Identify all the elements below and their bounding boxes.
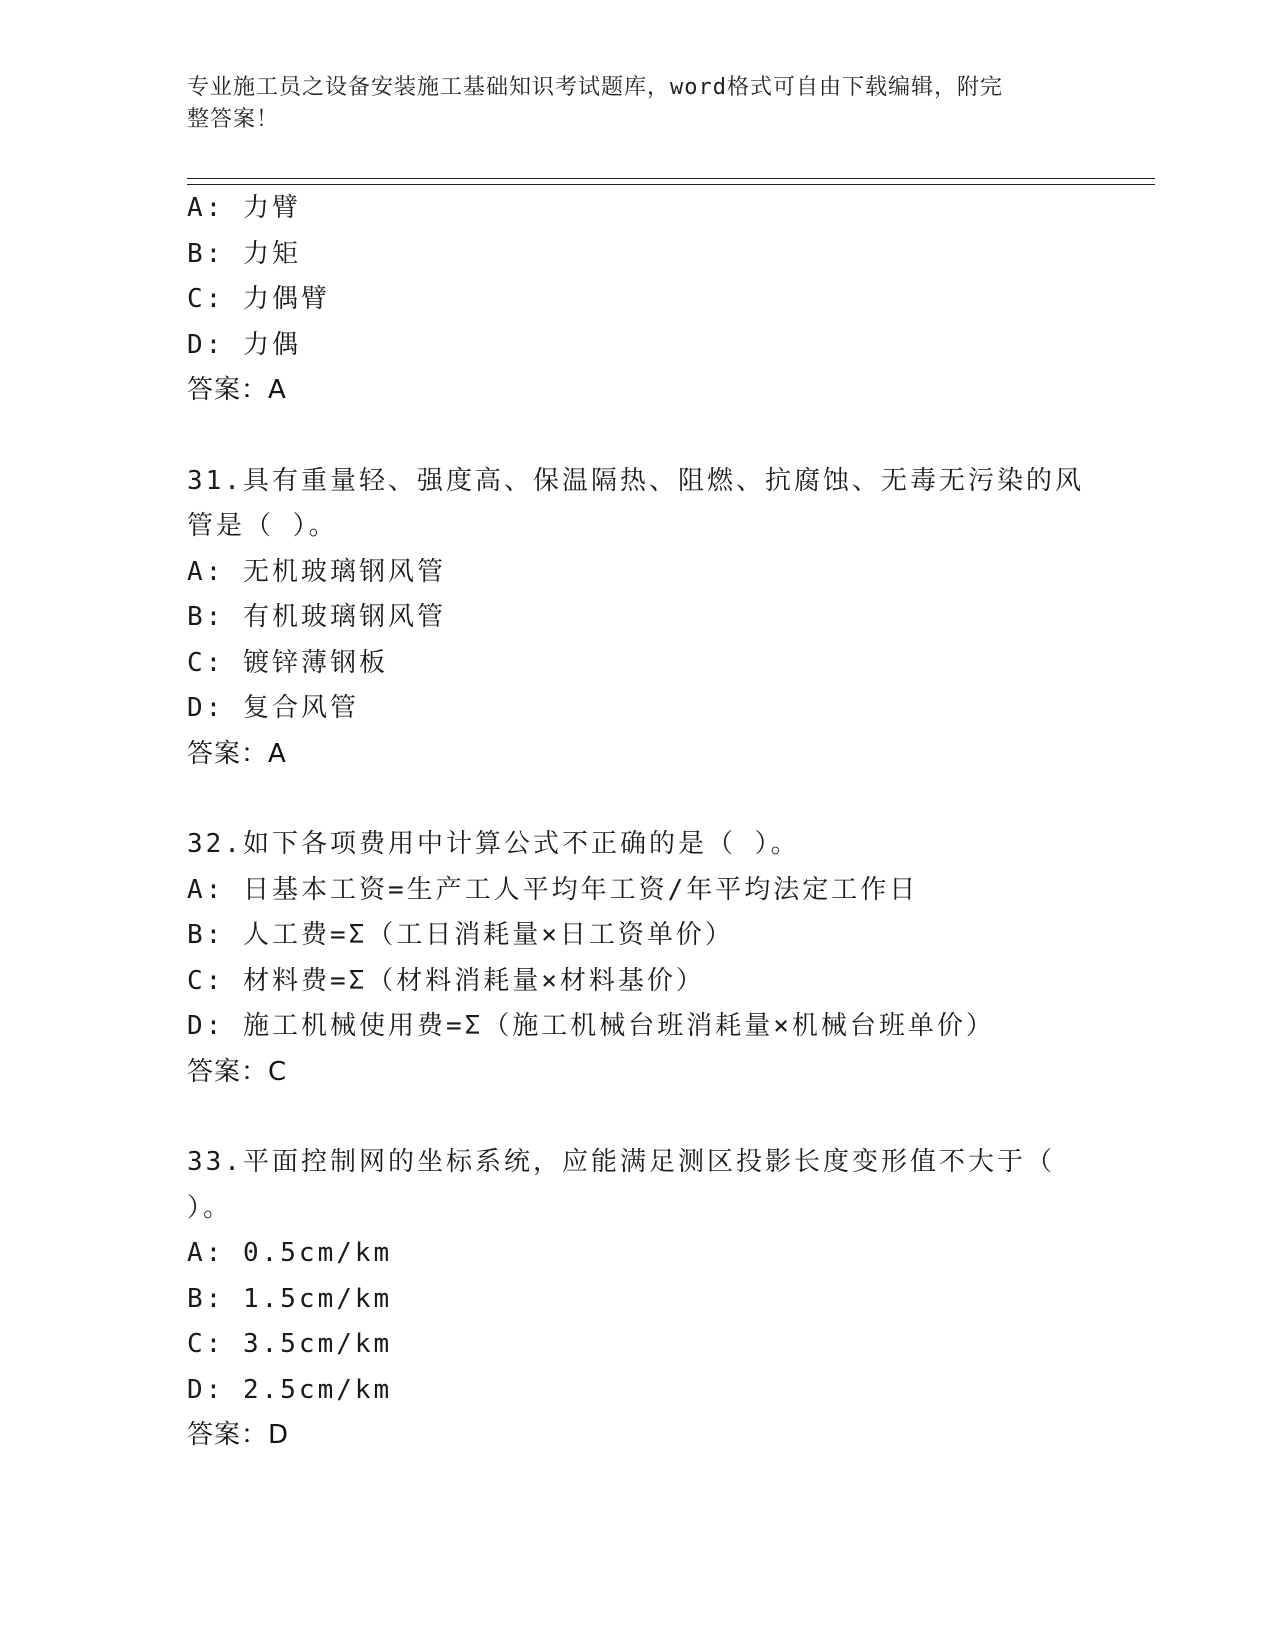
header-line-1: 专业施工员之设备安装施工基础知识考试题库，word格式可自由下载编辑，附完 [187, 75, 1003, 100]
header-rule-bottom [187, 184, 1155, 185]
option-c: C: 材料费=Σ（材料消耗量×材料基价） [187, 965, 705, 996]
question-stem: 33.平面控制网的坐标系统，应能满足测区投影长度变形值不大于（ [187, 1147, 1055, 1177]
option-d: D: 力偶 [187, 329, 301, 360]
answer: 答案：A [187, 738, 287, 769]
option-c: C: 3.5cm/km [187, 1329, 393, 1359]
option-a: A: 日基本工资=生产工人平均年工资/年平均法定工作日 [187, 874, 919, 905]
question-31 [187, 459, 1087, 778]
option-a: A: 力臂 [187, 193, 301, 223]
answer: 答案：C [187, 1056, 288, 1087]
option-a: A: 0.5cm/km [187, 1238, 393, 1268]
question-stem: 32.如下各项费用中计算公式不正确的是（ ）。 [187, 829, 800, 859]
question-32 [187, 822, 1087, 1095]
document-header [187, 72, 1067, 136]
spacer [187, 414, 1087, 459]
document-body [187, 186, 1087, 1459]
option-b: B: 人工费=Σ（工日消耗量×日工资单价） [187, 920, 734, 950]
question-stem-continued: 管是（ ）。 [187, 511, 338, 541]
header-line-2: 整答案！ [187, 107, 280, 132]
question-stem: 31.具有重量轻、强度高、保温隔热、阻燃、抗腐蚀、无毒无污染的风 [187, 465, 1084, 496]
question-stem-continued: ）。 [187, 1192, 233, 1223]
spacer [187, 777, 1087, 822]
option-d: D: 施工机械使用费=Σ（施工机械台班消耗量×机械台班单价） [187, 1011, 995, 1041]
spacer [187, 1095, 1087, 1140]
option-a: A: 无机玻璃钢风管 [187, 556, 446, 587]
option-d: D: 2.5cm/km [187, 1374, 393, 1405]
question-30 [187, 186, 1087, 414]
option-d: D: 复合风管 [187, 693, 359, 723]
answer: 答案：A [187, 375, 287, 405]
option-b: B: 有机玻璃钢风管 [187, 602, 446, 632]
option-c: C: 镀锌薄钢板 [187, 647, 388, 678]
option-b: B: 1.5cm/km [187, 1283, 393, 1314]
question-33 [187, 1140, 1087, 1459]
option-c: C: 力偶臂 [187, 284, 330, 314]
header-rule-top [187, 178, 1155, 179]
option-b: B: 力矩 [187, 238, 301, 269]
answer: 答案：D [187, 1420, 290, 1450]
